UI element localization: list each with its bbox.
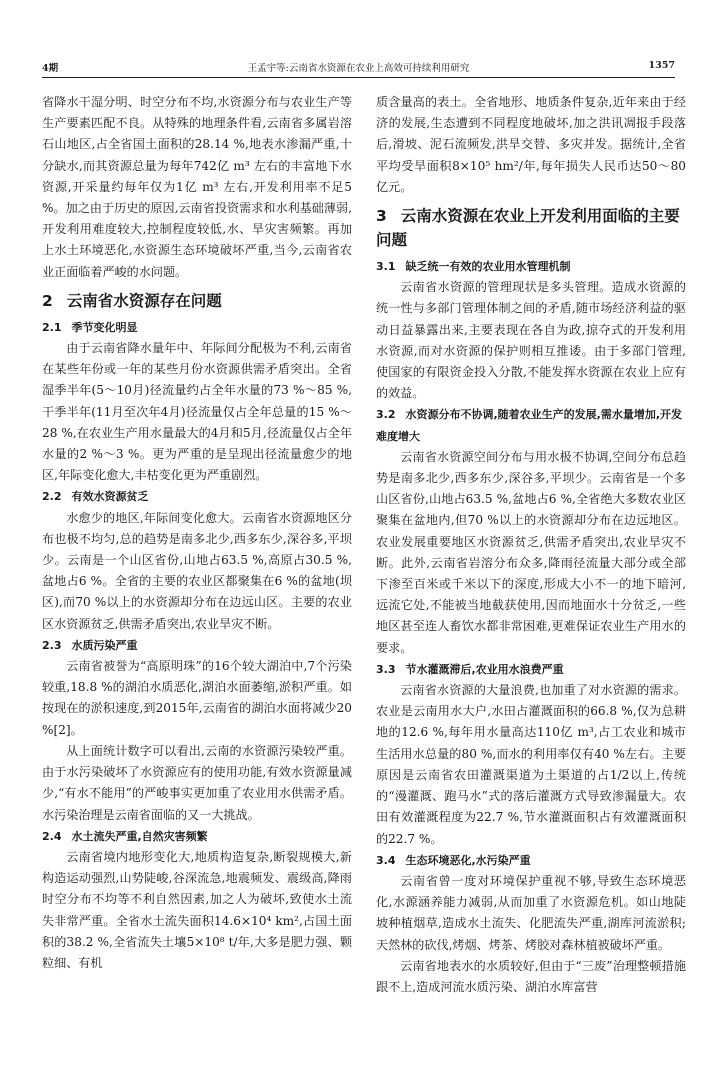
subsection-3-3-title: 节水灌溉滞后,农业用水浪费严重: [405, 662, 564, 676]
subsection-3-4-heading: [376, 850, 686, 871]
subsection-3-4-number: 3.4: [376, 853, 396, 867]
subsection-3-1-heading: [376, 256, 686, 277]
subsection-3-4-paragraph-1: 云南省曾一度对环境保护重视不够,导致生态环境恶化,水源涵养能力减弱,从而加重了水资源危机。如山地陡坡种植烟草,造成水土流失、化肥流失严重,湖库河流淤积;天然林的砍伐,烤烟、烤茶、烤胶对森林植被破坏严重。: [376, 873, 686, 952]
subsection-2-3-title: 水质污染严重: [71, 638, 138, 652]
subsection-3-1-paragraph: 云南省水资源的管理现状是多头管理。造成水资源的统一性与多部门管理体制之间的矛盾,随市场经济利益的驱动日益暴露出来,主要表现在各自为政,掠夺式的开发利用水资源,而对水资源的保护则相互推诿。由于多部门管理,使国家的有限资金投入分散,不能发挥水资源在农业上应有的效益。: [376, 280, 686, 401]
subsection-2-4-paragraph: 云南省境内地形变化大,地质构造复杂,断裂规模大,新构造运动强烈,山势陡峻,谷深流急,地震频发、震级高,降雨时空分布不均等不利自然因素,加之人为破坏,致使水土流失非常严重。全省水土流失面积14.6×10⁴ km²,占国土面积的38.2 %,全省流失土壤5×10⁸ t/年,大多是肥力强、颗粒细、有机: [42, 849, 352, 970]
subsection-2-2-heading: [42, 486, 352, 507]
subsection-3-3-number: 3.3: [376, 662, 396, 676]
subsection-3-1-number: 3.1: [376, 260, 396, 274]
section-2-heading: [42, 289, 352, 313]
subsection-2-1-title: 季节变化明显: [71, 320, 138, 334]
subsection-2-4-number: 2.4: [42, 829, 62, 843]
subsection-3-2-heading: [376, 404, 686, 446]
running-header: [42, 56, 675, 76]
subsection-3-3-heading: [376, 659, 686, 680]
header-rule: [42, 77, 675, 78]
running-title: 王孟宇等:云南省水资源在农业上高效可持续利用研究: [247, 63, 470, 74]
left-column: [42, 92, 352, 974]
section-2-number: 2: [42, 291, 53, 310]
subsection-3-1-title: 缺乏统一有效的农业用水管理机制: [405, 260, 571, 274]
intro-paragraph: 省降水干湿分明、时空分布不均,水资源分布与农业生产等生产要素匹配不良。从特殊的地理条件看,云南省多属岩溶石山地区,占全省国土面积的28.14 %,地表水渗漏严重,十分缺水,而其资源总量为每年742亿 m³ 左右的丰富地下水资源,开采量约每年仅为1亿 m³ 左右,开发利用率不足5 %。加之由于历史的原因,云南省投资需求和水利基础薄弱,开发利用难度较大,控制程度较低,水、旱灾害频繁。再加上水土环境恶化,水资源生态环境破坏严重,当今,云南省农业正面临着严峻的水问题。: [42, 95, 352, 279]
page-number: 1357: [648, 60, 675, 71]
subsection-3-4-paragraph-2: 云南省地表水的水质较好,但由于“三废”治理整顿措施跟不上,造成河流水质污染、湖泊水库富营: [376, 958, 686, 994]
subsection-3-4-title: 生态环境恶化,水污染严重: [405, 853, 531, 867]
subsection-2-2-paragraph: 水愈少的地区,年际间变化愈大。云南省水资源地区分布也极不均匀,总的趋势是南多北少,西多东少,深谷多,平坝少。云南是一个山区省份,山地占63.5 %,高原占30.5 %,盆地占6 %。全省的主要的农业区都聚集在6 %的盆地(坝区),而70 %以上的水资源却分布在边远山区。主要的农业区水资源贫乏,供需矛盾突出,农业旱灾不断。: [42, 510, 352, 631]
subsection-2-4-title: 水土流失严重,自然灾害频繁: [71, 829, 208, 843]
subsection-2-1-number: 2.1: [42, 320, 62, 334]
section-3-title: 云南水资源在农业上开发利用面临的主要问题: [376, 207, 680, 250]
subsection-2-3-number: 2.3: [42, 638, 62, 652]
subsection-2-3-paragraph-1: 云南省被誉为“高原明珠”的16个较大湖泊中,7个污染较重,18.8 %的湖泊水质恶化,湖泊水面萎缩,淤积严重。如按现在的淤积速度,到2015年,云南省的湖泊水面将减少20 %[2]。: [42, 659, 352, 737]
subsection-3-2-title: 水资源分布不协调,随着农业生产的发展,需水量增加,开发难度增大: [376, 408, 683, 443]
continued-paragraph: 质含量高的表土。全省地形、地质条件复杂,近年来由于经济的发展,生态遭到不同程度地破坏,加之洪讯凋报手段落后,滑坡、泥石流频发,洪旱交替、多灾并发。据统计,全省平均受旱面积8×10⁵ hm²/年,每年损失人民币达50～80亿元。: [376, 95, 686, 194]
section-2-title: 云南省水资源存在问题: [66, 291, 222, 310]
subsection-2-2-number: 2.2: [42, 490, 62, 504]
right-column: [376, 92, 686, 998]
subsection-2-1-heading: [42, 317, 352, 338]
subsection-2-4-heading: [42, 826, 352, 847]
subsection-2-2-title: 有效水资源贫乏: [71, 490, 149, 504]
subsection-3-3-paragraph: 云南省水资源的大量浪费,也加重了对水资源的需求。农业是云南用水大户,水田占灌溉面积的66.8 %,仅为总耕地的12.6 %,每年用水量高达110亿 m³,占工农业和城市生活用水总量的80 %,而水的利用率仅有40 %左右。主要原因是云南省农田灌溉渠道为土渠道的占1/2以上,传统的“漫灌溉、跑马水”式的落后灌溉方式导致渗漏量大。农田有效灌溉程度为22.7 %,节水灌溉面积占有效灌溉面积的22.7 %。: [376, 683, 686, 846]
section-3-number: 3: [376, 207, 387, 226]
subsection-2-3-heading: [42, 635, 352, 656]
subsection-3-2-paragraph: 云南省水资源空间分布与用水极不协调,空间分布总趋势是南多北少,西多东少,深谷多,平坝少。云南省是一个多山区省份,山地占63.5 %,盆地占6 %,全省绝大多数农业区聚集在盆地内,但70 %以上的水资源却分布在边远地区。农业发展重要地区水资源贫乏,供需矛盾突出,农业旱灾不断。此外,云南省岩溶分布众多,降雨径流量大部分或全部下渗至百米或千米以下的深度,形成大小不一的地下暗河,远流它处,不能被当地截获使用,因而地面水十分贫乏,一些地区甚至连人畜饮水都非常困难,更难保证农业生产用水的要求。: [376, 449, 686, 655]
section-3-heading: [376, 204, 686, 252]
subsection-2-1-paragraph: 由于云南省降水量年中、年际间分配极为不利,云南省在某些年份或一年的某些月份水资源供需矛盾突出。全省湿季半年(5～10月)径流量约占全年水量的73 %～85 %,干季半年(11月至次年4月)径流量仅占全年总量的15 %～28 %,在农业生产用水量最大的4月和5月,径流量仅占全年水量的2 %～3 %。更为严重的是呈现出径流量愈少的地区,年际变化愈大,丰枯变化更为严重剧烈。: [42, 341, 352, 483]
subsection-3-2-number: 3.2: [376, 408, 396, 422]
subsection-2-3-paragraph-2: 从上面统计数字可以看出,云南的水资源污染较严重。由于水污染破坏了水资源应有的使用功能,有效水资源量减少,“有水不能用”的严峻事实更加重了农业用水供需矛盾。水污染治理是云南省面临的又一大挑战。: [42, 743, 352, 822]
issue-number: 4期: [42, 63, 59, 74]
